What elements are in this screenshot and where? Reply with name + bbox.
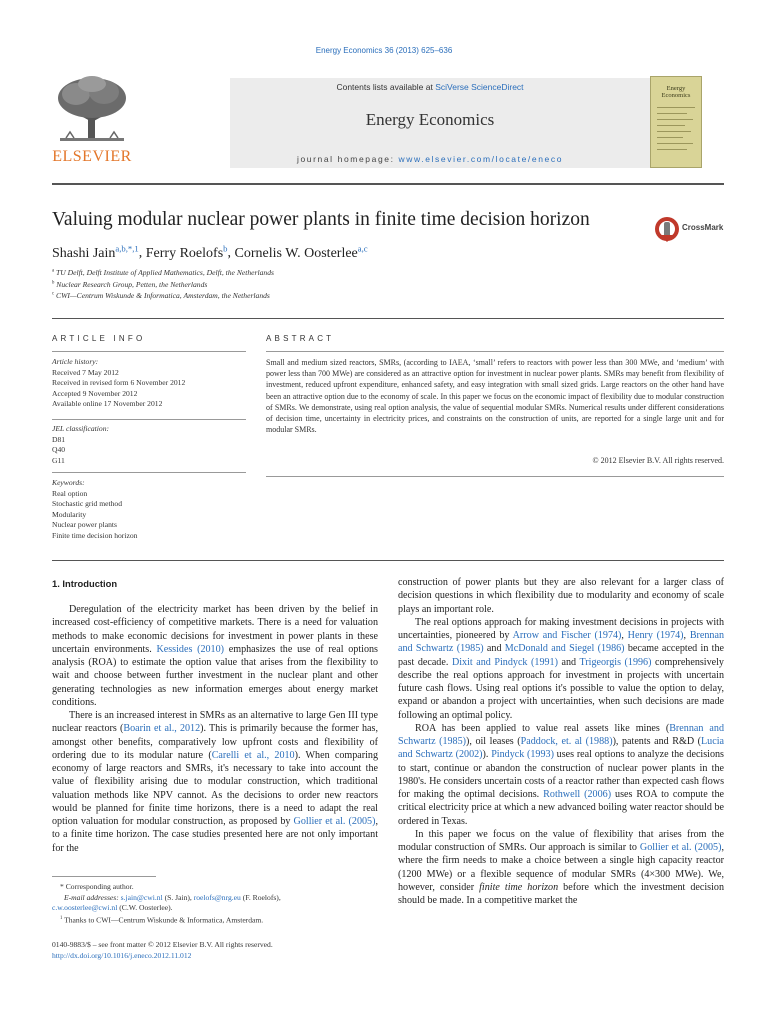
- citation-link[interactable]: Brennan and Schwartz (1985): [398, 722, 724, 747]
- author-list: Shashi Jain$^{a,b,*,1}$, Ferry Roelofs$^b$, Cornelis W. Oosterlee$^{a,c}$: [52, 243, 368, 261]
- paragraph: [52, 709, 378, 855]
- history-item: Received 7 May 2012: [52, 367, 119, 377]
- body-text: , to a finite time horizon. The case studies presented here are not only important for the: [52, 816, 378, 854]
- body-text: ,: [621, 630, 628, 641]
- crossmark-badge[interactable]: [654, 215, 754, 245]
- contents-prefix: Contents lists available at: [336, 82, 436, 92]
- body-text: finite time horizon: [479, 881, 559, 893]
- body-text: ROA has been applied to value real assets like mines (: [415, 722, 670, 734]
- doi-link[interactable]: http://dx.doi.org/10.1016/j.eneco.2012.11.012: [52, 950, 192, 960]
- info-rule: [52, 472, 246, 473]
- body-text: ), patents and R&D (: [612, 736, 702, 747]
- cover-text-line: [657, 131, 691, 132]
- body-text: emphasizes the use of real options analysis (ROA) to estimate the option value that arises from the flexibility to wait and choose between further investment in the nuclear plant and other generating technologies as new information emerges about energy market conditions.: [52, 643, 378, 708]
- keyword: Nuclear power plants: [52, 520, 117, 530]
- homepage-prefix: journal homepage:: [296, 154, 399, 164]
- journal-name: Energy Economics: [365, 110, 495, 129]
- abstract-bottom-rule: [266, 476, 724, 477]
- citation-link[interactable]: Rothwell (2006): [543, 789, 612, 800]
- contents-line: [230, 82, 630, 92]
- article-history: [52, 357, 246, 410]
- citation-link[interactable]: Trigeorgis (1996): [579, 656, 652, 668]
- paragraph: [398, 828, 724, 908]
- author[interactable]: Cornelis W. Oosterlee$^{a,c}$: [234, 243, 368, 261]
- body-text: construction of power plants but they are also relevant for a larger class of decision questions in which flexibility due to modularity and economy of scale plays an important role.: [398, 577, 724, 615]
- history-item: Received in revised form 6 November 2012: [52, 378, 186, 388]
- elsevier-tree-logo[interactable]: [52, 74, 132, 170]
- email-line: E-mail addresses: s.jain@cwi.nl (S. Jain), roelofs@nrg.eu (F. Roelofs),: [64, 892, 281, 902]
- cover-text-line: [657, 113, 687, 114]
- citation-link[interactable]: Henry (1974): [627, 630, 684, 641]
- jel-code: Q40: [52, 445, 66, 455]
- affiliation: $^b$ Nuclear Research Group, Petten, the Netherlands: [52, 280, 208, 289]
- thanks-note: $^1$ Thanks to CWI—Centrum Wiskunde & Informatica, Amsterdam.: [60, 915, 264, 925]
- citation-link[interactable]: Lucia and Schwartz (2002): [398, 736, 724, 761]
- section-heading-introduction: 1. Introduction: [52, 578, 118, 589]
- cover-text-line: [657, 119, 693, 120]
- article-title: Valuing modular nuclear power plants in finite time decision horizon: [52, 209, 590, 230]
- email-link[interactable]: c.w.oosterlee@cwi.nl: [52, 903, 118, 913]
- article-info-rule: [52, 351, 246, 352]
- body-text: ). When comparing economy of large reactors and SMRs, it's necessary to take into account the value of flexibility arising due to modular construction, which traditional valuation methods like NPV cannot. As the decisions to order new reactors would be planned for finite time horizons, there is a need to adapt the real option valuation for modular construction, as proposed by: [52, 749, 379, 827]
- cover-text-line: [657, 125, 685, 126]
- keywords: [52, 478, 246, 542]
- cover-text-line: [657, 137, 683, 138]
- keywords-label: Keywords:: [52, 478, 85, 487]
- keyword: Stochastic grid method: [52, 499, 123, 509]
- jel-code: D81: [52, 434, 66, 444]
- abstract-text: Small and medium sized reactors, SMRs, (according to IAEA, ‘small’ refers to reactors with power less than 300 MWe, and ‘medium’ with power less than 700 MWe) are considered as an attractive option for investment in nuclear power plants. SMRs may benefit from flexibility of investment, reduced upfront expenditure, enhanced safety, and easy integration with small sized grids. Large reactors on the other hand have been an attractive option due to the economy of scale. In this paper we focus on the economic impact of flexibility due to modular construction of SMRs. We demonstrate, using real option analysis, the value of sequential modular SMRs. Numerical results under different considerations of decision time, uncertainty in electricity prices, and constraints on the construction of units, are reported for a single large unit and for modular SMRs.: [266, 358, 724, 435]
- copyright: © 2012 Elsevier B.V. All rights reserved.: [592, 456, 724, 465]
- body-text: uses real options to analyze the decisions to start, continue or abandon the construction of nuclear power plants in the 1980's. He considers uncertain costs of a reactor rather than expected cash flows for making the optimal decisions.: [398, 749, 724, 800]
- citation-link[interactable]: Dixit and Pindyck (1991): [451, 656, 558, 668]
- sciencedirect-link[interactable]: SciVerse ScienceDirect: [435, 82, 524, 92]
- jel-code: G11: [52, 455, 65, 465]
- keyword: Finite time decision horizon: [52, 530, 138, 540]
- publisher-name: ELSEVIER: [52, 148, 132, 165]
- issn-line: 0140-9883/$ – see front matter © 2012 Elsevier B.V. All rights reserved.: [52, 940, 273, 949]
- jel-classification: [52, 424, 246, 466]
- body-text: Deregulation of the electricity market has been driven by the belief in increased cost-efficiency of competitive markets. There is a need for valuation methods to make economic decisions for investment in power plants in these uncertain environments.: [52, 604, 378, 655]
- body-text: ). This is primarily because the former has, amongst other benefits, comparatively low upfront costs and flexibility of ordering due to its modular nature (: [52, 723, 378, 761]
- citation-link[interactable]: Boarin et al., 2012: [123, 723, 201, 735]
- body-text: There is an increased interest in SMRs as an alternative to large Gen III type nuclear reactors (: [52, 710, 378, 735]
- journal-cover-thumbnail[interactable]: [650, 76, 702, 168]
- history-item: Accepted 9 November 2012: [52, 388, 138, 398]
- body-text: ,: [683, 630, 690, 641]
- paragraph: [52, 603, 378, 709]
- right-column: [398, 576, 724, 907]
- citation-link[interactable]: Arrow and Fischer (1974): [512, 630, 622, 641]
- body-divider: [52, 560, 724, 561]
- citation-link[interactable]: Pindyck (1993): [491, 749, 554, 761]
- email-link[interactable]: roelofs@nrg.eu: [193, 892, 241, 902]
- citation-link[interactable]: Brennan and Schwartz (1985): [398, 630, 725, 655]
- paragraph: [398, 576, 724, 616]
- citation-link[interactable]: Kessides (2010): [156, 643, 225, 655]
- author[interactable]: Shashi Jain$^{a,b,*,1}$: [52, 243, 139, 261]
- footnotes: [52, 882, 378, 926]
- email-link[interactable]: s.jain@cwi.nl: [120, 892, 163, 902]
- homepage-link[interactable]: www.elsevier.com/locate/eneco: [398, 154, 564, 164]
- journal-banner: [52, 74, 720, 170]
- body-text: comprehensively describe the real options approach for investment in projects with uncertain future cash flows. Using real options it's possible to value the option to delay, expand or abandon a project with uncertainties, when such decisions are made following an optimal policy.: [398, 656, 724, 721]
- front-matter: [52, 940, 412, 961]
- history-item: Available online 17 November 2012: [52, 399, 163, 409]
- keyword: Modularity: [52, 509, 87, 519]
- body-text: , where the firm needs to make a choice between a single high capacity reactor (1200 MWe) or a flexible sequence of modular SMRs (4×300 MWe). We, however, consider: [398, 842, 724, 893]
- journal-reference-link[interactable]: Energy Economics 36 (2013) 625–636: [315, 46, 453, 55]
- history-label: Article history:: [52, 357, 99, 366]
- info-rule: [52, 419, 246, 420]
- body-text: The real options approach for making investment decisions in projects with uncertainties, pioneered by: [398, 616, 724, 641]
- jel-label: JEL classification:: [52, 424, 110, 433]
- abstract-rule: [266, 351, 724, 352]
- cover-text-line: [657, 107, 695, 108]
- citation-link[interactable]: Carelli et al., 2010: [211, 749, 295, 761]
- body-text: before which the investment decision should be made. In a competitive market the: [398, 881, 724, 906]
- body-text: and: [557, 656, 580, 668]
- affiliation: $^a$ TU Delft, Delft Institute of Applied Mathematics, Delft, the Netherlands: [52, 268, 274, 277]
- article-info-heading: ARTICLE INFO: [52, 334, 146, 343]
- crossmark-label: CrossMark: [682, 223, 724, 232]
- affiliation: $^c$ CWI—Centrum Wiskunde & Informatica, Amsterdam, the Netherlands: [52, 291, 270, 300]
- cover-text-line: [657, 143, 693, 144]
- author[interactable]: Ferry Roelofs$^b$: [145, 243, 228, 261]
- journal-homepage: [230, 154, 630, 164]
- header-divider: [52, 183, 724, 185]
- citation-link[interactable]: Paddock, et. al (1988): [520, 736, 613, 747]
- section-divider: [52, 318, 724, 319]
- left-column: [52, 603, 378, 855]
- crossmark-icon: [654, 215, 680, 245]
- corresponding-author-note: * Corresponding author.: [60, 882, 134, 891]
- citation-link[interactable]: Gollier et al. (2005): [639, 842, 722, 853]
- cover-text-line: [657, 149, 687, 150]
- body-text: In this paper we focus on the value of flexibility that arises from the modular construction of SMRs. Our approach is similar to: [398, 828, 724, 853]
- paragraph: [398, 616, 724, 722]
- body-text: and: [483, 643, 505, 655]
- footnote-rule: [52, 876, 156, 877]
- citation-link[interactable]: Gollier et al. (2005): [293, 816, 376, 827]
- body-text: ).: [482, 749, 492, 761]
- email-line: c.w.oosterlee@cwi.nl (C.W. Oosterlee).: [52, 903, 173, 913]
- paragraph: [398, 722, 724, 828]
- tree-icon: [52, 74, 132, 148]
- keyword: Real option: [52, 488, 88, 498]
- body-text: uses ROA to compute the critical electricity price at which a new advanced boiling water reactor should be ordered in Texas.: [398, 789, 724, 827]
- abstract-heading: ABSTRACT: [266, 334, 335, 343]
- cover-title: Energy Economics: [661, 85, 691, 99]
- citation-link[interactable]: McDonald and Siegel (1986): [504, 643, 625, 655]
- body-text: became accepted in the past decade.: [398, 643, 724, 668]
- body-text: ), oil leases (: [466, 736, 521, 747]
